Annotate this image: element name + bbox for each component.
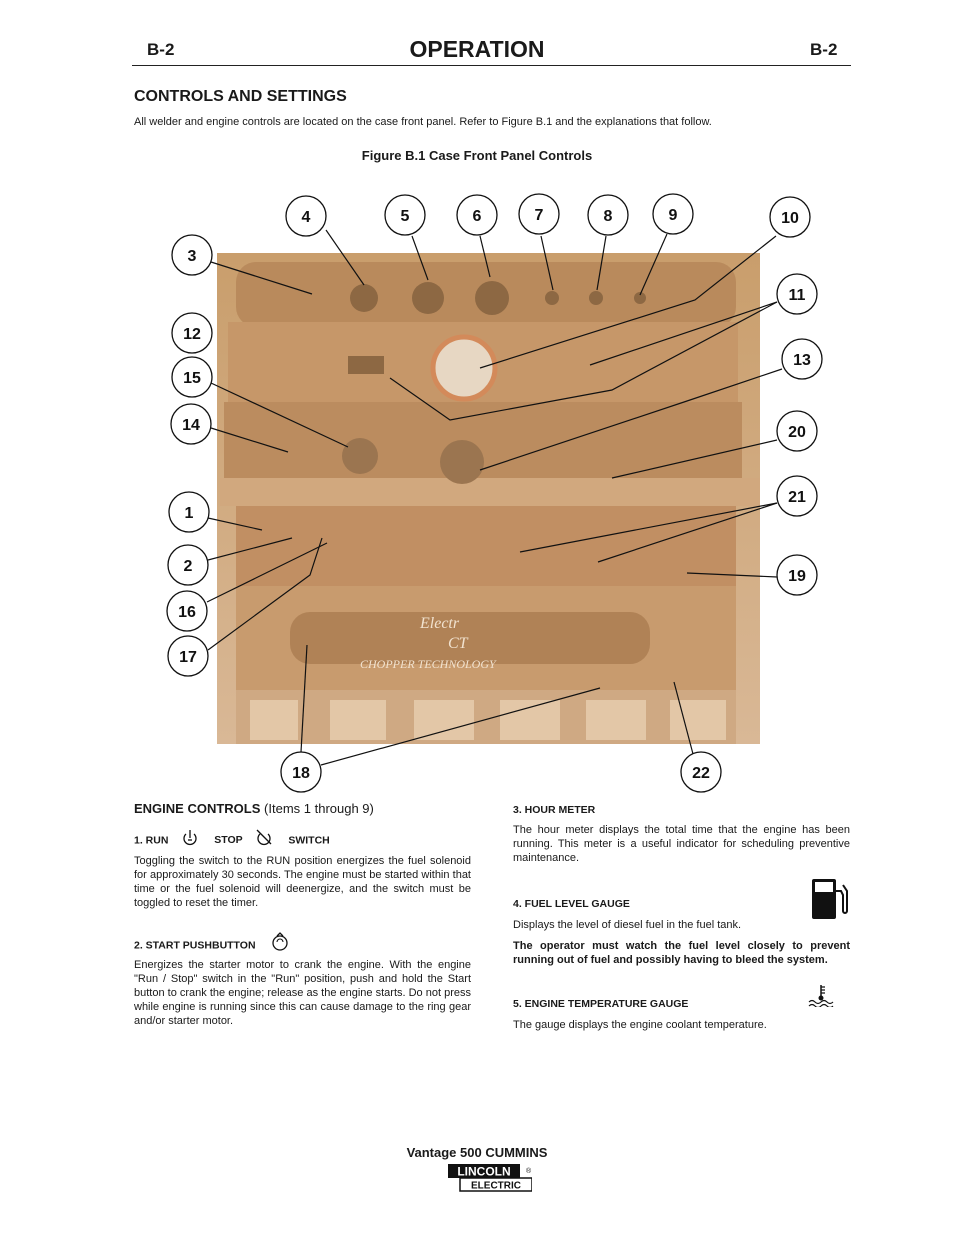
svg-text:10: 10 bbox=[781, 210, 799, 227]
lincoln-electric-logo bbox=[448, 1164, 532, 1192]
svg-text:®: ® bbox=[526, 1168, 532, 1175]
svg-text:16: 16 bbox=[178, 604, 196, 621]
callout-6 bbox=[457, 195, 497, 235]
arc-force-knob bbox=[440, 440, 484, 484]
svg-text:4: 4 bbox=[301, 209, 311, 226]
svg-text:1: 1 bbox=[184, 505, 194, 522]
fuel-gauge-description: Displays the level of diesel fuel in the fuel tank. bbox=[513, 919, 742, 931]
svg-text:15: 15 bbox=[183, 370, 201, 387]
svg-text:3: 3 bbox=[187, 248, 197, 265]
run-stop-description: Toggling the switch to the RUN position energizes the fuel solenoid for approximately 30 seconds. The engine must be started within that time or the fuel solenoid will deenergize, and the switch must be toggled to reset the timer. bbox=[134, 855, 471, 909]
svg-text:18: 18 bbox=[292, 765, 310, 782]
vent-area bbox=[236, 690, 736, 744]
svg-text:6: 6 bbox=[472, 208, 482, 225]
callout-14 bbox=[171, 404, 211, 444]
callout-20 bbox=[777, 411, 817, 451]
svg-text:21: 21 bbox=[788, 489, 806, 506]
svg-text:CHOPPER TECHNOLOGY: CHOPPER TECHNOLOGY bbox=[360, 657, 496, 671]
callout-13 bbox=[782, 339, 822, 379]
engine-temperature-icon bbox=[807, 983, 837, 1011]
section-number-left: B-2 bbox=[147, 40, 175, 59]
callout-22 bbox=[681, 752, 721, 792]
callout-12 bbox=[172, 313, 212, 353]
callout-3 bbox=[172, 235, 212, 275]
start-pushbutton-description: Energizes the starter motor to crank the engine. With the engine "Run / Stop" switch in the "Run" position, push and hold the Start button to crank the engine; release as the engine starts. Do not press while engine is running since this can cause damage to the ring gear and/or starter motor. bbox=[134, 959, 471, 1027]
run-icon bbox=[181, 828, 199, 853]
output-dial bbox=[433, 337, 495, 399]
callout-16 bbox=[167, 591, 207, 631]
engine-controls-column bbox=[134, 802, 471, 1028]
svg-text:20: 20 bbox=[788, 424, 806, 441]
switch-label: SWITCH bbox=[288, 834, 330, 847]
callout-1 bbox=[169, 492, 209, 532]
section-title: CONTROLS AND SETTINGS bbox=[134, 88, 347, 105]
svg-text:8: 8 bbox=[603, 208, 613, 225]
start-icon bbox=[270, 932, 290, 959]
callout-19 bbox=[777, 555, 817, 595]
figure-caption: Figure B.1 Case Front Panel Controls bbox=[361, 148, 593, 163]
panel-photo bbox=[217, 253, 760, 744]
svg-text:5: 5 bbox=[400, 208, 410, 225]
svg-text:13: 13 bbox=[793, 352, 811, 369]
engine-gauges-column bbox=[513, 803, 850, 1032]
start-pushbutton-heading: 2. START PUSHBUTTON bbox=[134, 939, 256, 952]
svg-text:11: 11 bbox=[788, 287, 806, 304]
temp-gauge-heading: 5. ENGINE TEMPERATURE GAUGE bbox=[513, 998, 689, 1010]
callout-15 bbox=[172, 357, 212, 397]
meter-window bbox=[348, 356, 384, 374]
svg-text:9: 9 bbox=[668, 207, 678, 224]
hour-meter-heading: 3. HOUR METER bbox=[513, 804, 596, 816]
stop-icon bbox=[255, 828, 273, 853]
page-title: OPERATION bbox=[409, 36, 545, 62]
temp-gauge-description: The gauge displays the engine coolant temperature. bbox=[513, 1019, 767, 1031]
run-label: 1. RUN bbox=[134, 834, 169, 847]
callout-8 bbox=[588, 195, 628, 235]
callout-17 bbox=[168, 636, 208, 676]
callout-4 bbox=[286, 196, 326, 236]
svg-text:ELECTRIC: ELECTRIC bbox=[471, 1180, 521, 1192]
svg-text:19: 19 bbox=[788, 568, 806, 585]
hour-meter-description: The hour meter displays the total time that the engine has been running. This meter is a useful indicator for scheduling preventive maintenance. bbox=[513, 824, 850, 864]
callout-18 bbox=[281, 752, 321, 792]
svg-text:2: 2 bbox=[183, 558, 193, 575]
footer-model-name: Vantage 500 CUMMINS bbox=[406, 1145, 548, 1160]
intro-paragraph: All welder and engine controls are located on the case front panel. Refer to Figure B.1 and the explanations that follow. bbox=[134, 116, 712, 128]
svg-text:12: 12 bbox=[183, 326, 201, 343]
section-number-right: B-2 bbox=[810, 40, 838, 59]
engine-controls-subtitle: (Items 1 through 9) bbox=[264, 801, 374, 816]
callout-10 bbox=[770, 197, 810, 237]
fuel-pump-icon bbox=[810, 877, 848, 925]
shelf bbox=[220, 478, 760, 506]
svg-text:14: 14 bbox=[182, 417, 200, 434]
callout-7 bbox=[519, 194, 559, 234]
callout-21 bbox=[777, 476, 817, 516]
fuel-gauge-heading: 4. FUEL LEVEL GAUGE bbox=[513, 898, 630, 910]
svg-text:7: 7 bbox=[534, 207, 544, 224]
fuel-warning: The operator must watch the fuel level closely to prevent running out of fuel and possibly having to bleed the system. bbox=[513, 940, 850, 966]
svg-text:22: 22 bbox=[692, 765, 710, 782]
callout-9 bbox=[653, 194, 693, 234]
engine-controls-title: ENGINE CONTROLS bbox=[134, 801, 261, 816]
svg-text:LINCOLN: LINCOLN bbox=[457, 1164, 511, 1179]
stop-label: STOP bbox=[214, 834, 243, 847]
svg-text:Electr: Electr bbox=[420, 615, 460, 632]
callout-5 bbox=[385, 195, 425, 235]
receptacle-panel bbox=[236, 506, 736, 586]
callout-11 bbox=[777, 274, 817, 314]
mode-selector bbox=[342, 438, 378, 474]
callout-2 bbox=[168, 545, 208, 585]
svg-text:CT: CT bbox=[448, 635, 468, 652]
svg-text:17: 17 bbox=[179, 649, 197, 666]
